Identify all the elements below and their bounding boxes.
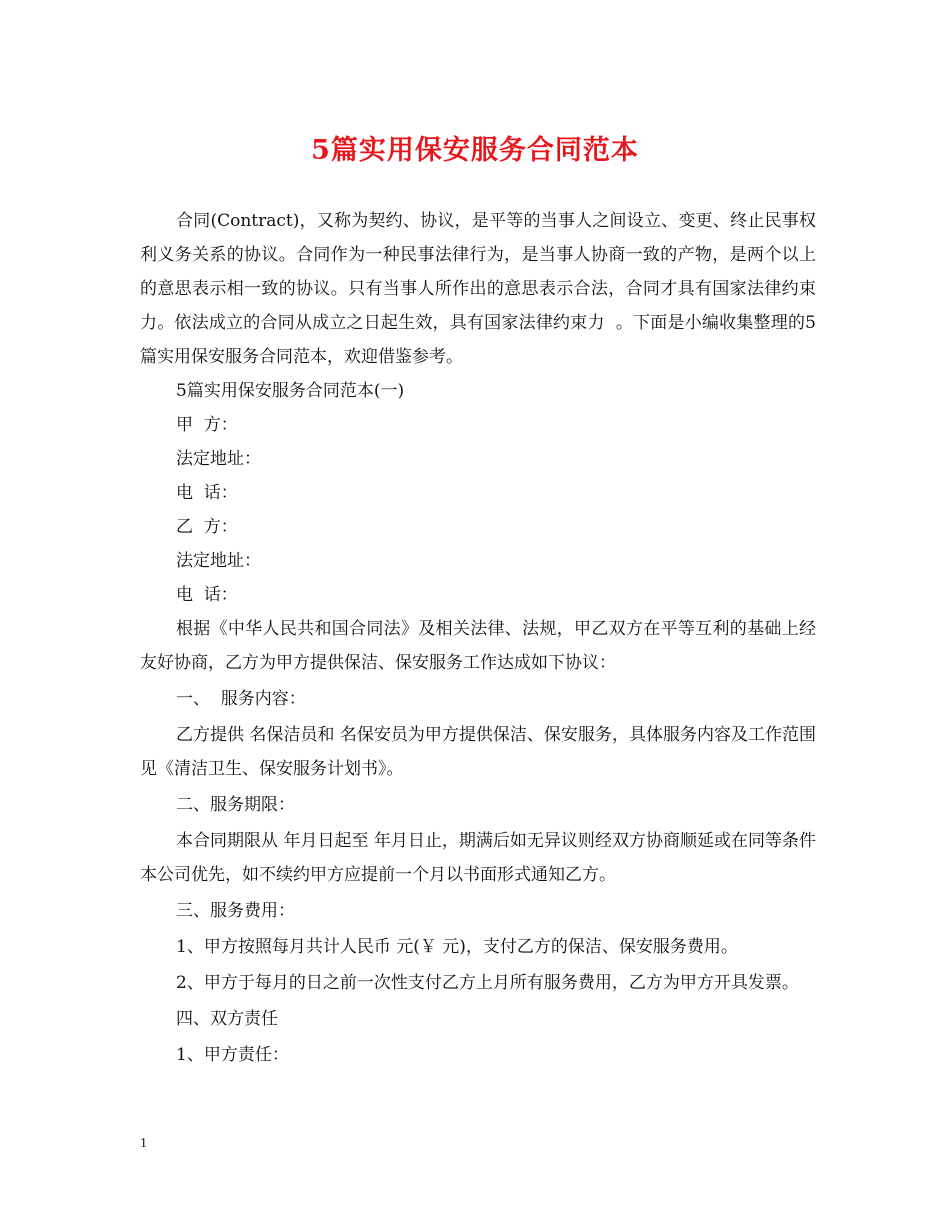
clause-1-paragraph: 乙方提供 名保洁员和 名保安员为甲方提供保洁、保安服务，具体服务内容及工作范围见《清洁卫生、保安服务计划书》。 [140, 725, 816, 779]
clause-heading-1: 一、 服务内容： [176, 689, 306, 709]
clause-3-item-2: 2、甲方于每月的日之前一次性支付乙方上月所有服务费用，乙方为甲方开具发票。 [176, 973, 799, 993]
clause-4-item-1: 1、甲方责任： [176, 1045, 289, 1065]
document-title: 5篇实用保安服务合同范本 [311, 135, 639, 166]
clause-2-paragraph: 本合同期限从 年月日起至 年月日止，期满后如无异议则经双方协商顺延或在同等条件本公司优先，如不续约甲方应提前一个月以书面形式通知乙方。 [140, 831, 816, 885]
party-b-phone-label: 电 话： [176, 585, 238, 605]
clause-heading-4: 四、双方责任 [176, 1009, 278, 1029]
section-heading: 5篇实用保安服务合同范本(一) [176, 381, 405, 401]
party-b-label: 乙 方： [176, 517, 238, 537]
party-b-address-label: 法定地址： [176, 551, 261, 571]
document-body [140, 204, 816, 1072]
clause-heading-2: 二、服务期限： [176, 795, 295, 815]
intro-paragraph: 合同(Contract)，又称为契约、协议，是平等的当事人之间设立、变更、终止民事权利义务关系的协议。合同作为一种民事法律行为，是当事人协商一致的产物，是两个以上的意思表示相一致的协议。只有当事人所作出的意思表示合法，合同才具有国家法律约束力。依法成立的合同从成立之日起生效，具有国家法律约束力 。下面是小编收集整理的5篇实用保安服务合同范本，欢迎借鉴参考。 [140, 211, 816, 367]
clause-heading-3: 三、服务费用： [176, 901, 295, 921]
party-a-address-label: 法定地址： [176, 449, 261, 469]
basis-paragraph: 根据《中华人民共和国合同法》及相关法律、法规，甲乙双方在平等互利的基础上经友好协商，乙方为甲方提供保洁、保安服务工作达成如下协议： [140, 619, 816, 673]
page-number: 1 [140, 1136, 147, 1151]
clause-3-item-1: 1、甲方按照每月共计人民币 元(￥ 元)，支付乙方的保洁、保安服务费用。 [176, 937, 738, 957]
party-a-label: 甲 方： [176, 415, 238, 435]
party-a-phone-label: 电 话： [176, 483, 238, 503]
